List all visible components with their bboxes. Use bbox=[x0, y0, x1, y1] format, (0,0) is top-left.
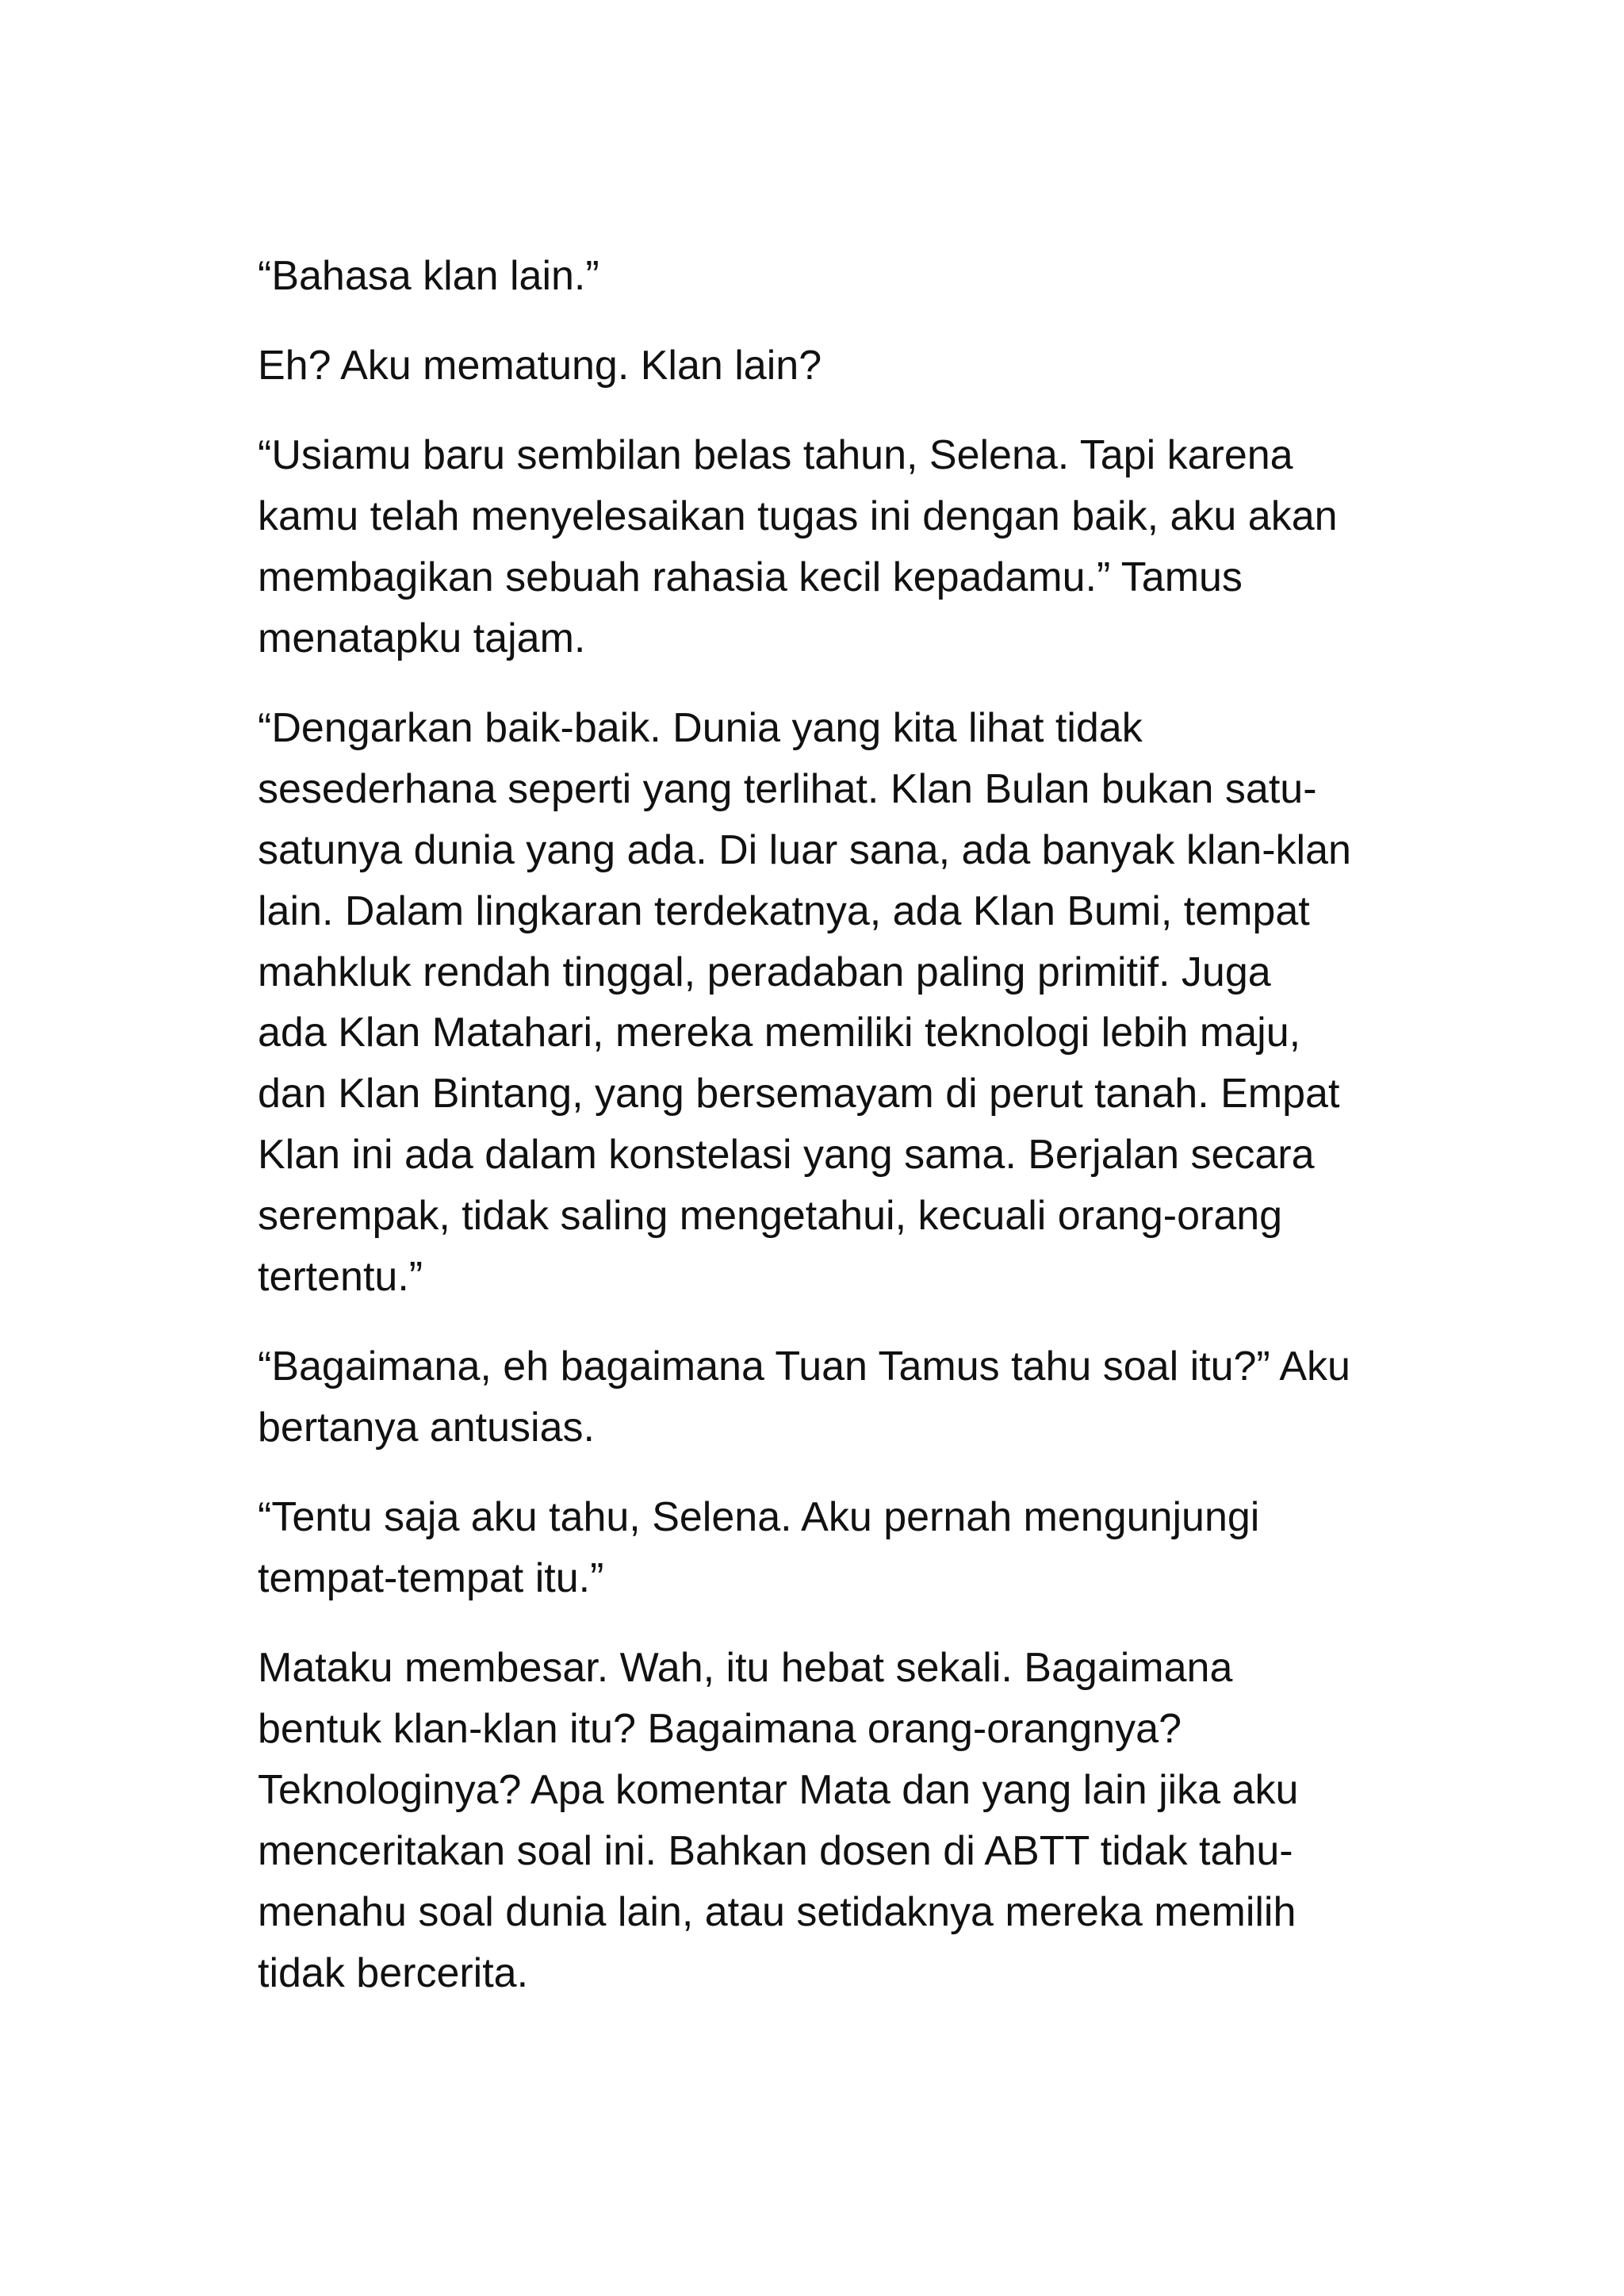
paragraph bbox=[258, 425, 1400, 669]
paragraph bbox=[258, 246, 1400, 307]
paragraph bbox=[258, 1487, 1400, 1609]
text-line: bertanya antusias. bbox=[258, 1405, 595, 1451]
paragraph bbox=[258, 335, 1400, 397]
text-line: sesederhana seperti yang terlihat. Klan Bulan bukan satu- bbox=[258, 765, 1317, 812]
text-line: tidak bercerita. bbox=[258, 1949, 529, 1996]
paragraph bbox=[258, 1336, 1400, 1458]
text-line: menahu soal dunia lain, atau setidaknya mereka memilih bbox=[258, 1888, 1297, 1935]
text-line: “Usiamu baru sembilan belas tahun, Selena. Tapi karena bbox=[258, 431, 1293, 478]
text-line: menceritakan soal ini. Bahkan dosen di ABTT tidak tahu- bbox=[258, 1827, 1293, 1874]
text-line: “Bagaimana, eh bagaimana Tuan Tamus tahu soal itu?” Aku bbox=[258, 1343, 1350, 1390]
document-page bbox=[258, 246, 1400, 2033]
text-line: kamu telah menyelesaikan tugas ini dengan baik, aku akan bbox=[258, 493, 1338, 539]
text-line: tertentu.” bbox=[258, 1254, 423, 1301]
text-line: serempak, tidak saling mengetahui, kecuali orang-orang bbox=[258, 1193, 1283, 1240]
text-line: lain. Dalam lingkaran terdekatnya, ada Klan Bumi, tempat bbox=[258, 887, 1310, 934]
text-line: ada Klan Matahari, mereka memiliki teknologi lebih maju, bbox=[258, 1010, 1301, 1056]
text-line: “Tentu saja aku tahu, Selena. Aku pernah mengunjungi bbox=[258, 1494, 1260, 1541]
text-line: tempat-tempat itu.” bbox=[258, 1555, 604, 1602]
text-line: menatapku tajam. bbox=[258, 615, 586, 661]
text-line: Klan ini ada dalam konstelasi yang sama. Berjalan secara bbox=[258, 1132, 1315, 1179]
text-line: “Dengarkan baik-baik. Dunia yang kita lihat tidak bbox=[258, 704, 1143, 751]
text-line: mahkluk rendah tinggal, peradaban paling primitif. Juga bbox=[258, 949, 1271, 995]
text-line: Mataku membesar. Wah, itu hebat sekali. Bagaimana bbox=[258, 1645, 1233, 1692]
text-line: Teknologinya? Apa komentar Mata dan yang lain jika aku bbox=[258, 1766, 1299, 1813]
text-line: bentuk klan-klan itu? Bagaimana orang-orangnya? bbox=[258, 1706, 1182, 1753]
text-line: dan Klan Bintang, yang bersemayam di perut tanah. Empat bbox=[258, 1071, 1340, 1117]
text-line: Eh? Aku mematung. Klan lain? bbox=[258, 342, 822, 389]
paragraph bbox=[258, 1638, 1400, 2004]
paragraph bbox=[258, 698, 1400, 1309]
text-line: “Bahasa klan lain.” bbox=[258, 253, 599, 299]
text-line: membagikan sebuah rahasia kecil kepadamu.” Tamus bbox=[258, 554, 1243, 600]
text-line: satunya dunia yang ada. Di luar sana, ada banyak klan-klan bbox=[258, 826, 1351, 873]
